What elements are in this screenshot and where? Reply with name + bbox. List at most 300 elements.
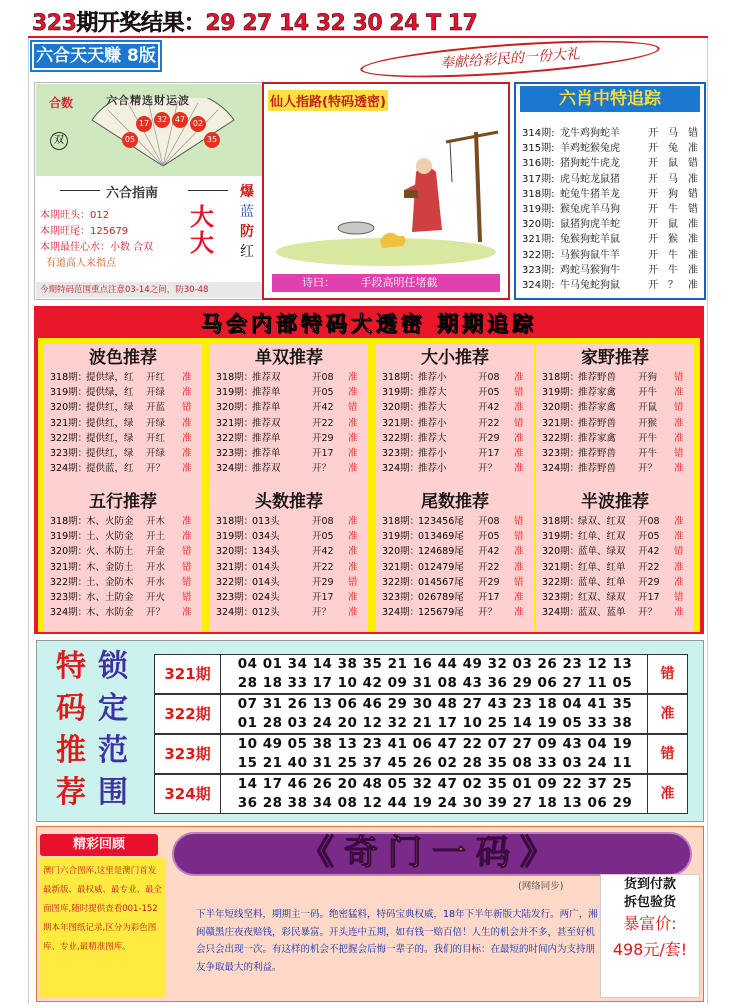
- section-title: 马会内部特码大透密 期期追踪: [200, 312, 538, 336]
- tip-result: 准: [348, 607, 358, 619]
- tip-open: 开29: [312, 432, 334, 444]
- result-label: 准: [647, 775, 687, 813]
- tip-result: 准: [182, 607, 192, 619]
- bao-char: 防: [240, 224, 254, 240]
- zodiac-cell: 开: [648, 234, 658, 246]
- zodiac-row: [522, 232, 704, 247]
- tip-open: 开蓝: [146, 402, 166, 414]
- number-row: [154, 654, 688, 694]
- tip-result: 准: [182, 463, 192, 475]
- tip-row: [542, 431, 694, 446]
- tip-box: [210, 344, 368, 488]
- number-line: 28 18 33 17 10 42 09 31 08 43 36 29 06 27 11 05: [237, 675, 633, 691]
- bao-char: 蓝: [240, 204, 254, 220]
- tip-result: 准: [514, 607, 524, 619]
- tip-open: 开？: [638, 463, 658, 475]
- zodiac-row: [522, 141, 704, 156]
- tip-period: 323期：: [542, 448, 580, 460]
- tip-text: 014头: [252, 576, 280, 588]
- poem-bar: [272, 274, 500, 292]
- tip-period: 319期：: [542, 531, 580, 543]
- tip-period: 320期：: [216, 546, 254, 558]
- side-char: 特: [56, 649, 86, 684]
- side-characters: [56, 648, 146, 818]
- tip-box: [44, 344, 202, 488]
- tip-open: 开红: [146, 372, 166, 383]
- period-label: 322期: [155, 695, 221, 733]
- tip-period: 321期：: [382, 561, 420, 573]
- side-char: 推: [56, 733, 86, 768]
- zodiac-row: [522, 278, 704, 293]
- tip-result: 准: [674, 417, 684, 429]
- tip-result: 准: [514, 402, 524, 414]
- tip-open: 开绿: [146, 387, 166, 399]
- tip-result: 准: [182, 531, 192, 543]
- ad-paragraph: 下半年短线坚料，期期主一码。绝密猛料，特码宝典权威，18年下半年新版大陆发行。两广，湘闽赣黑庄夜夜赔钱，彩民暴富。开头连中五期，如有钱一赔百倍！人生的机会并不多，甚至好机会只会出现一次。有这样的机会不把握会后悔一辈子的。我们的目标：在最短的时间内为支持朋友争取最大的利益。: [196, 909, 598, 973]
- tip-open: 开17: [478, 592, 500, 604]
- zodiac-cell: 猴: [668, 234, 678, 246]
- zodiac-cell: 准: [688, 173, 698, 185]
- tip-period: 321期：: [542, 561, 580, 573]
- tip-open: 开05: [638, 531, 660, 543]
- tip-open: 开22: [312, 561, 334, 573]
- tip-text: 推荐野兽: [578, 463, 617, 475]
- tip-row: [542, 560, 694, 575]
- tip-text: 014567尾: [418, 576, 464, 588]
- tip-period: 321期：: [216, 417, 254, 429]
- tip-text: 蓝单、绿双: [578, 546, 626, 558]
- side-char: 定: [98, 691, 128, 726]
- tip-row: [216, 575, 368, 590]
- tip-row: [382, 400, 534, 415]
- tip-text: 推荐双: [252, 372, 281, 383]
- tip-open: 开42: [478, 402, 500, 414]
- tip-text: 木、金防土: [86, 561, 134, 573]
- tip-open: 开22: [312, 417, 334, 429]
- zodiac-cell: 开: [648, 158, 658, 170]
- tip-period: 324期：: [216, 607, 254, 619]
- tip-period: 319期：: [382, 387, 420, 399]
- tip-result: 准: [348, 372, 358, 383]
- number-block: [223, 735, 647, 773]
- zodiac-cell: 猪狗蛇牛虎龙: [560, 158, 620, 170]
- tip-result: 准: [348, 546, 358, 558]
- zodiac-cell: 牛马兔蛇狗鼠: [560, 280, 620, 292]
- tip-result: 准: [182, 372, 192, 383]
- tip-text: 蓝单、红单: [578, 576, 626, 588]
- tip-period: 321期：: [50, 417, 88, 429]
- tip-period: 318期：: [50, 372, 88, 383]
- tip-open: 开22: [478, 561, 500, 573]
- price-line: 498元/套!: [612, 940, 688, 959]
- tip-text: 红双、绿双: [578, 592, 626, 604]
- tip-result: 准: [514, 561, 524, 573]
- zodiac-cell: 开: [648, 188, 658, 200]
- tip-period: 321期：: [216, 561, 254, 573]
- tip-period: 322期：: [216, 576, 254, 588]
- tip-period: 322期：: [50, 432, 88, 444]
- tip-row: [382, 446, 534, 461]
- tip-open: 开17: [638, 592, 660, 604]
- tip-text: 123456尾: [418, 516, 464, 527]
- tip-period: 323期：: [50, 592, 88, 604]
- tip-open: 开？: [478, 607, 498, 619]
- tip-period: 320期：: [50, 546, 88, 558]
- zodiac-cell: 牛: [668, 249, 678, 261]
- tip-open: 开29: [478, 576, 500, 588]
- tip-row: [216, 416, 368, 431]
- tip-row: [542, 590, 694, 605]
- tip-period: 319期：: [542, 387, 580, 399]
- tip-open: 开土: [146, 531, 166, 543]
- zodiac-row: [522, 156, 704, 171]
- tip-period: 320期：: [542, 546, 580, 558]
- tip-period: 321期：: [542, 417, 580, 429]
- poem-label: 诗曰：: [302, 276, 335, 289]
- tip-result: 准: [182, 516, 192, 527]
- bao-char: 爆: [240, 184, 254, 200]
- tip-open: 开牛: [638, 432, 658, 444]
- tip-result: 准: [348, 448, 358, 460]
- tip-text: 提供绿，红: [86, 387, 134, 399]
- review-title: 精彩回顾: [40, 834, 158, 856]
- tip-period: 321期：: [382, 417, 420, 429]
- zodiac-row: [522, 202, 704, 217]
- tip-text: 125679尾: [418, 607, 464, 619]
- tip-result: 错: [182, 592, 192, 604]
- tip-period: 320期：: [542, 402, 580, 414]
- zodiac-cell: 兔猴狗蛇羊鼠: [560, 234, 620, 246]
- tip-result: 准: [674, 516, 684, 527]
- tip-text: 推荐双: [252, 417, 281, 429]
- tip-text: 推荐双: [252, 463, 281, 475]
- tip-text: 推荐大: [418, 387, 447, 399]
- zodiac-cell: 鼠: [668, 219, 678, 231]
- tip-period: 319期：: [216, 531, 254, 543]
- price-line: 货到付款: [623, 877, 676, 892]
- zodiac-cell: 错: [688, 204, 698, 216]
- tip-row: [216, 446, 368, 461]
- tip-box-title: 尾数推荐: [421, 492, 489, 512]
- info-line: 本期旺头：012: [40, 210, 110, 221]
- tip-open: 开猴: [638, 417, 658, 429]
- tip-rows: [210, 514, 368, 620]
- zodiac-cell: 315期:: [522, 143, 555, 155]
- tip-period: 318期：: [542, 516, 580, 527]
- tip-period: 323期：: [216, 448, 254, 460]
- tip-period: 322期：: [542, 432, 580, 444]
- tip-result: 准: [674, 463, 684, 475]
- tip-text: 推荐野兽: [578, 372, 617, 383]
- tip-result: 准: [674, 432, 684, 444]
- divider: [60, 190, 100, 191]
- tip-period: 321期：: [50, 561, 88, 573]
- tip-period: 323期：: [50, 448, 88, 460]
- tip-result: 准: [674, 531, 684, 543]
- tip-row: [382, 605, 534, 620]
- zodiac-cell: 开: [648, 173, 658, 185]
- tip-text: 提供绿，红: [86, 372, 134, 383]
- tip-result: 错: [182, 546, 192, 558]
- number-line: 04 01 34 14 38 35 21 16 44 49 32 03 26 23 12 13: [237, 656, 633, 672]
- tip-text: 蓝双、蓝单: [578, 607, 626, 619]
- number-row: [154, 734, 688, 774]
- tip-text: 012头: [252, 607, 280, 619]
- zodiac-cell: 虎马蛇龙鼠猪: [560, 173, 620, 185]
- tip-text: 土、金防木: [86, 576, 134, 588]
- tip-open: 开？: [638, 607, 658, 619]
- tip-row: [216, 544, 368, 559]
- tip-row: [382, 416, 534, 431]
- tip-rows: [376, 514, 534, 620]
- tip-row: [216, 431, 368, 446]
- heshu-symbol: 双: [50, 132, 68, 150]
- tip-result: 错: [182, 561, 192, 573]
- zodiac-row: [522, 217, 704, 232]
- tip-text: 推荐大: [418, 432, 447, 444]
- tip-box-title: 半波推荐: [581, 492, 649, 512]
- tip-box-title: 头数推荐: [255, 492, 323, 512]
- tip-row: [216, 590, 368, 605]
- tip-text: 124689尾: [418, 546, 464, 558]
- zodiac-cell: 322期:: [522, 249, 555, 261]
- number-table: [154, 654, 688, 814]
- tip-row: [542, 446, 694, 461]
- tip-open: 开08: [478, 516, 500, 527]
- tip-text: 013头: [252, 516, 280, 527]
- tip-text: 推荐野兽: [578, 448, 617, 460]
- tip-open: 开42: [312, 402, 334, 414]
- qimen-title: 《奇门一码》: [300, 833, 564, 873]
- tip-open: 开42: [638, 546, 660, 558]
- tip-open: 开22: [478, 417, 500, 429]
- zodiac-cell: 准: [688, 143, 698, 155]
- tip-result: 准: [348, 417, 358, 429]
- bao-column: [236, 182, 258, 262]
- big-characters: 大大: [190, 203, 214, 257]
- tip-text: 024头: [252, 592, 280, 604]
- tip-period: 319期：: [382, 531, 420, 543]
- tip-result: 错: [674, 448, 684, 460]
- period-label: 323期: [155, 735, 221, 773]
- side-char: 锁: [98, 649, 128, 684]
- zodiac-cell: 错: [688, 188, 698, 200]
- info-line: 本期旺尾：125679: [40, 226, 129, 237]
- tip-row: [50, 560, 202, 575]
- divider: [188, 190, 228, 191]
- zodiac-cell: 准: [688, 280, 698, 292]
- number-ball: 17: [136, 116, 152, 132]
- tip-result: 准: [182, 432, 192, 444]
- number-ball: 47: [172, 112, 188, 128]
- tip-row: [382, 385, 534, 400]
- bao-char: 红: [240, 244, 254, 260]
- zodiac-cell: 鼠: [668, 158, 678, 170]
- zodiac-cell: 鸡蛇马猴狗牛: [560, 264, 620, 276]
- result-label: 准: [647, 695, 687, 733]
- tip-period: 324期：: [542, 463, 580, 475]
- result-label: 错: [647, 735, 687, 773]
- tip-text: 推荐单: [252, 448, 281, 460]
- tip-period: 324期：: [382, 463, 420, 475]
- zodiac-row: [522, 263, 704, 278]
- tip-text: 木、火防金: [86, 516, 134, 527]
- tip-box-title: 大小推荐: [421, 348, 489, 368]
- zodiac-cell: 狗: [668, 188, 678, 200]
- tip-text: 推荐小: [418, 448, 447, 460]
- tip-period: 320期：: [382, 402, 420, 414]
- tip-row: [50, 605, 202, 620]
- ribbon-banner: 奉献给彩民的一份大礼: [359, 34, 660, 85]
- zhinan-title: 六合指南: [106, 186, 159, 201]
- zodiac-cell: 318期:: [522, 188, 555, 200]
- tip-open: 开？: [146, 463, 166, 475]
- tip-row: [382, 431, 534, 446]
- tip-text: 026789尾: [418, 592, 464, 604]
- tip-result: 准: [348, 531, 358, 543]
- number-ball: 02: [190, 116, 206, 132]
- zodiac-cell: 319期:: [522, 204, 555, 216]
- tip-period: 318期：: [542, 372, 580, 383]
- zodiac-cell: 准: [688, 264, 698, 276]
- tip-period: 324期：: [50, 607, 88, 619]
- number-line: 14 17 46 26 20 48 05 32 47 02 35 01 09 22 37 25: [237, 776, 633, 792]
- tip-box: [44, 488, 202, 632]
- zodiac-cell: 准: [688, 234, 698, 246]
- tip-text: 提供红，绿: [86, 432, 134, 444]
- tip-row: [50, 446, 202, 461]
- tip-text: 红单、红单: [578, 561, 626, 573]
- fan-numbers: [118, 112, 218, 152]
- tip-period: 323期：: [542, 592, 580, 604]
- tip-period: 322期：: [542, 576, 580, 588]
- tip-rows: [376, 370, 534, 476]
- tip-period: 318期：: [382, 516, 420, 527]
- tip-result: 准: [348, 387, 358, 399]
- zodiac-cell: 317期:: [522, 173, 555, 185]
- tip-row: [382, 529, 534, 544]
- tips-grid: [38, 338, 700, 632]
- tip-period: 320期：: [50, 402, 88, 414]
- tip-box: [536, 488, 694, 632]
- tip-row: [542, 514, 694, 529]
- tip-row: [216, 514, 368, 529]
- tip-period: 322期：: [382, 576, 420, 588]
- tip-text: 推荐小: [418, 372, 447, 383]
- zodiac-cell: 开: [648, 249, 658, 261]
- tip-row: [50, 431, 202, 446]
- tip-period: 318期：: [216, 516, 254, 527]
- number-line: 07 31 26 13 06 46 29 30 48 27 43 23 18 04 41 35: [237, 696, 633, 712]
- tip-row: [50, 370, 202, 385]
- tip-rows: [536, 514, 694, 620]
- price-line: 拆包验货: [623, 895, 676, 910]
- tip-open: 开17: [312, 448, 334, 460]
- tip-open: 开08: [638, 516, 660, 527]
- tip-open: 开水: [146, 576, 166, 588]
- zodiac-cell: 错: [688, 128, 698, 139]
- tip-period: 319期：: [50, 387, 88, 399]
- number-line: 36 28 38 34 08 12 44 19 24 30 39 27 18 13 06 29: [237, 795, 633, 811]
- tip-period: 318期：: [382, 372, 420, 383]
- tip-result: 准: [674, 561, 684, 573]
- tip-open: 开42: [478, 546, 500, 558]
- tip-row: [216, 370, 368, 385]
- tip-result: 准: [514, 448, 524, 460]
- number-row: [154, 694, 688, 734]
- zodiac-cell: 准: [688, 249, 698, 261]
- tip-box-title: 五行推荐: [89, 492, 157, 512]
- tip-row: [382, 590, 534, 605]
- zodiac-cell: 蛇兔牛猪羊龙: [560, 188, 620, 200]
- zodiac-cell: 开: [648, 204, 658, 216]
- tip-rows: [44, 370, 202, 476]
- tip-period: 324期：: [382, 607, 420, 619]
- tip-period: 323期：: [382, 592, 420, 604]
- side-char: 范: [98, 733, 128, 768]
- tip-result: 准: [514, 432, 524, 444]
- zodiac-row: [522, 172, 704, 187]
- tip-row: [216, 461, 368, 476]
- zodiac-cell: 321期:: [522, 234, 555, 246]
- tip-row: [542, 385, 694, 400]
- tip-text: 火、木防土: [86, 546, 134, 558]
- tip-text: 推荐野兽: [578, 417, 617, 429]
- zodiac-row: [522, 187, 704, 202]
- tip-text: 红单、红双: [578, 531, 626, 543]
- zodiac-cell: 马: [668, 128, 678, 139]
- tip-row: [216, 605, 368, 620]
- tip-row: [382, 544, 534, 559]
- tip-text: 推荐单: [252, 402, 281, 414]
- tip-open: 开绿: [146, 448, 166, 460]
- tip-row: [542, 575, 694, 590]
- tip-row: [50, 416, 202, 431]
- zodiac-cell: 开: [648, 219, 658, 231]
- tip-period: 322期：: [382, 432, 420, 444]
- zodiac-cell: 马: [668, 173, 678, 185]
- tip-period: 320期：: [382, 546, 420, 558]
- tip-open: 开05: [478, 531, 500, 543]
- tip-result: 错: [514, 417, 524, 429]
- tip-open: 开水: [146, 561, 166, 573]
- tip-row: [216, 400, 368, 415]
- tip-result: 错: [674, 372, 684, 383]
- tip-open: 开？: [312, 463, 332, 475]
- tip-result: 错: [514, 516, 524, 527]
- tip-row: [382, 370, 534, 385]
- tip-text: 推荐小: [418, 417, 447, 429]
- tip-box: [210, 488, 368, 632]
- tip-box: [376, 344, 534, 488]
- tip-period: 324期：: [50, 463, 88, 475]
- tip-open: 开火: [146, 592, 166, 604]
- tip-period: 320期：: [216, 402, 254, 414]
- number-block: [223, 655, 647, 693]
- zodiac-cell: 鼠猪狗虎羊蛇: [560, 219, 620, 231]
- number-ball: 05: [122, 132, 138, 148]
- tip-open: 开08: [478, 372, 500, 383]
- tip-text: 提供红，绿: [86, 448, 134, 460]
- period-label: 324期: [155, 775, 221, 813]
- tip-period: 324期：: [542, 607, 580, 619]
- tip-result: 准: [182, 387, 192, 399]
- tip-period: 319期：: [50, 531, 88, 543]
- tip-text: 提供红，绿: [86, 402, 134, 414]
- price-line: 暴富价:: [623, 914, 677, 933]
- poem-text: 手段高明任堵截: [360, 276, 438, 289]
- side-char: 围: [98, 775, 128, 810]
